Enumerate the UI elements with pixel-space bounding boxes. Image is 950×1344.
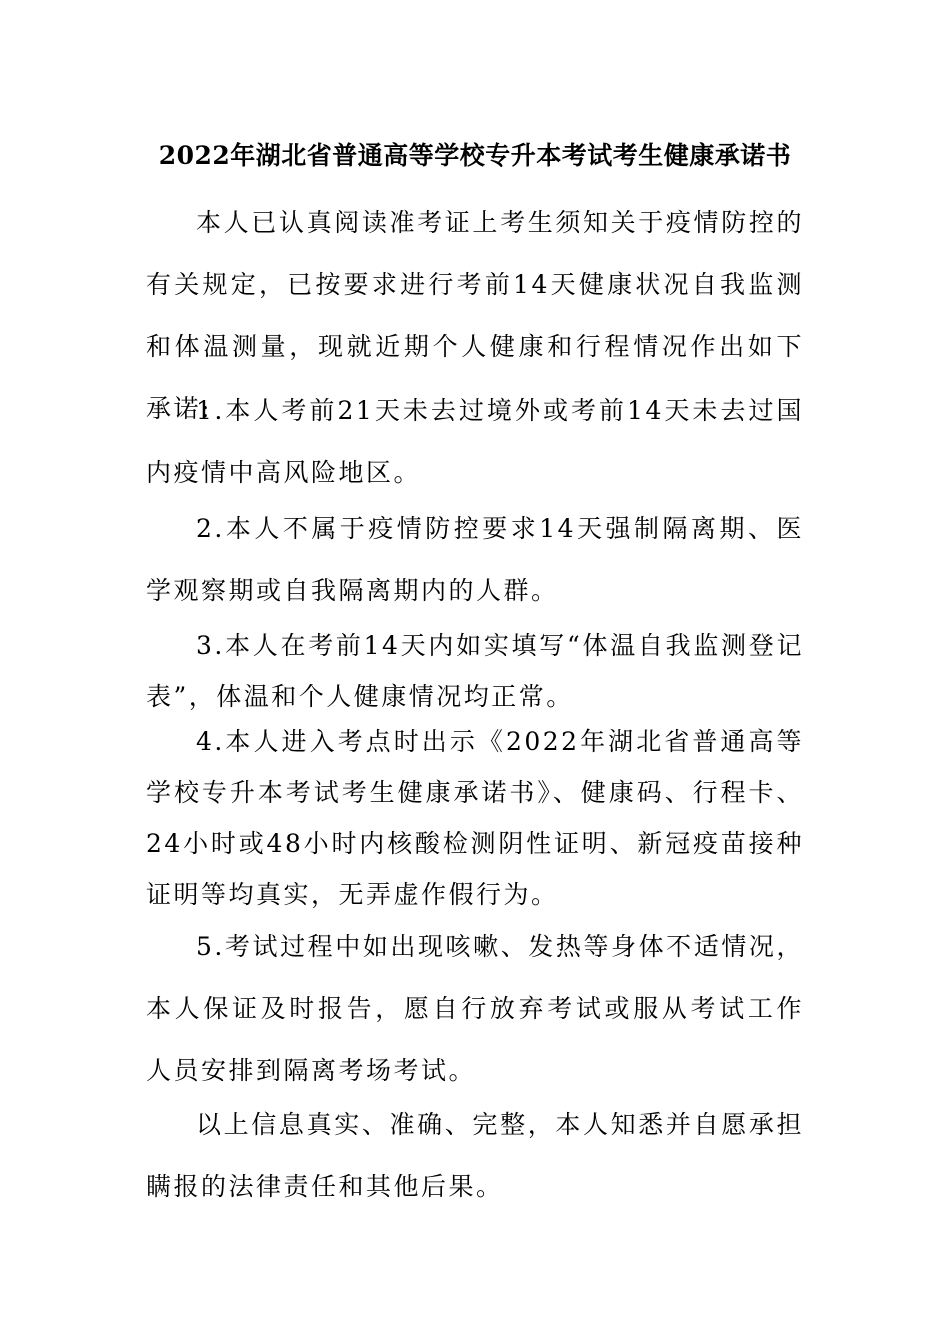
commitment-item-1: 1.本人考前21天未去过境外或考前14天未去过国内疫情中高风险地区。 (146, 396, 804, 487)
commitment-item-3: 3.本人在考前14天内如实填写“体温自我监测登记表”，体温和个人健康情况均正常。 (146, 631, 804, 711)
intro-paragraph: 本人已认真阅读准考证上考生须知关于疫情防控的有关规定，已按要求进行考前14天健康状况自我监测和体温测量，现就近期个人健康和行程情况作出如下承诺: (146, 208, 804, 423)
commitment-item-4: 4.本人进入考点时出示《2022年湖北省普通高等学校专升本考试考生健康承诺书》、健康码、行程卡、24小时或48小时内核酸检测阴性证明、新冠疫苗接种证明等均真实，无弄虚作假行为。 (146, 727, 804, 909)
commitment-item-5: 5.考试过程中如出现咳嗽、发热等身体不适情况，本人保证及时报告，愿自行放弃考试或服从考试工作人员安排到隔离考场考试。 (146, 932, 804, 1085)
document-title: 2022年湖北省普通高等学校专升本考试考生健康承诺书 (158, 141, 792, 170)
commitment-item-2: 2.本人不属于疫情防控要求14天强制隔离期、医学观察期或自我隔离期内的人群。 (146, 514, 804, 605)
closing-paragraph: 以上信息真实、准确、完整，本人知悉并自愿承担瞒报的法律责任和其他后果。 (146, 1110, 804, 1201)
